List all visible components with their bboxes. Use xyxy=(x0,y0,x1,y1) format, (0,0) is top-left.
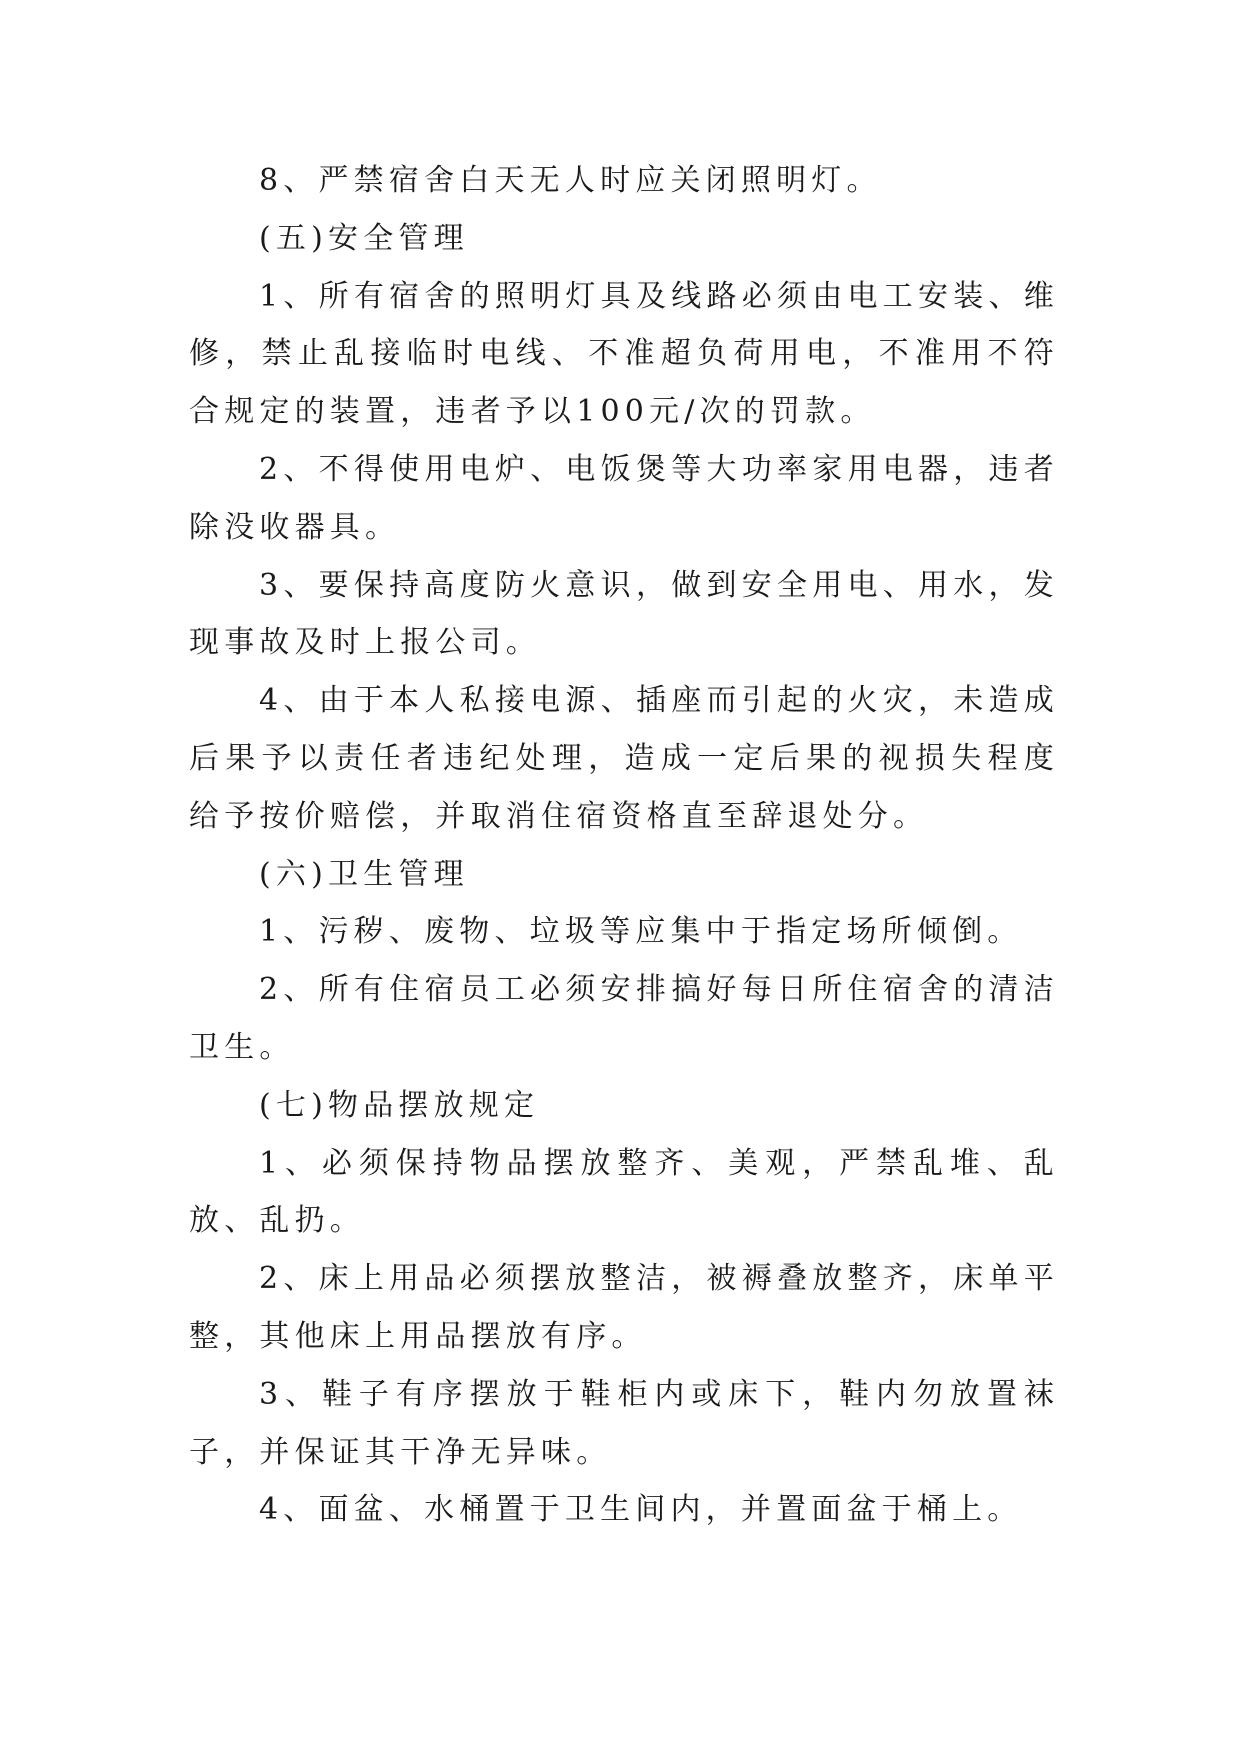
document-body xyxy=(189,152,1059,1539)
section-heading-items: (七)物品摆放规定 xyxy=(259,1087,540,1123)
hygiene-rule-2: 2、所有住宿员工必须安排搞好每日所住宿舍的清洁卫生。 xyxy=(189,972,1059,1065)
safety-rule-4: 4、由于本人私接电源、插座而引起的火灾，未造成后果予以责任者违纪处理，造成一定后果的视损失程度给予按价赔偿，并取消住宿资格直至辞退处分。 xyxy=(189,683,1059,834)
hygiene-rule-1: 1、污秽、废物、垃圾等应集中于指定场所倾倒。 xyxy=(259,914,1023,950)
safety-rule-2: 2、不得使用电炉、电饭煲等大功率家用电器，违者除没收器具。 xyxy=(189,451,1059,545)
section-heading-hygiene: (六)卫生管理 xyxy=(259,856,469,892)
rule-8-lights: 8、严禁宿舍白天无人时应关闭照明灯。 xyxy=(259,163,882,198)
section-heading-safety: (五)安全管理 xyxy=(259,220,469,256)
items-rule-1: 1、必须保持物品摆放整齐、美观，严禁乱堆、乱放、乱扔。 xyxy=(189,1145,1059,1239)
items-rule-3: 3、鞋子有序摆放于鞋柜内或床下，鞋内勿放置袜子，并保证其干净无异味。 xyxy=(189,1376,1059,1470)
safety-rule-1: 1、所有宿舍的照明灯具及线路必须由电工安装、维修，禁止乱接临时电线、不准超负荷用电，不准用不符合规定的装置，违者予以100元/次的罚款。 xyxy=(189,278,1059,430)
items-rule-4: 4、面盆、水桶置于卫生间内，并置面盆于桶上。 xyxy=(259,1492,1023,1528)
safety-rule-3: 3、要保持高度防火意识，做到安全用电、用水，发现事故及时上报公司。 xyxy=(189,567,1059,661)
items-rule-2: 2、床上用品必须摆放整洁，被褥叠放整齐，床单平整，其他床上用品摆放有序。 xyxy=(189,1261,1059,1354)
